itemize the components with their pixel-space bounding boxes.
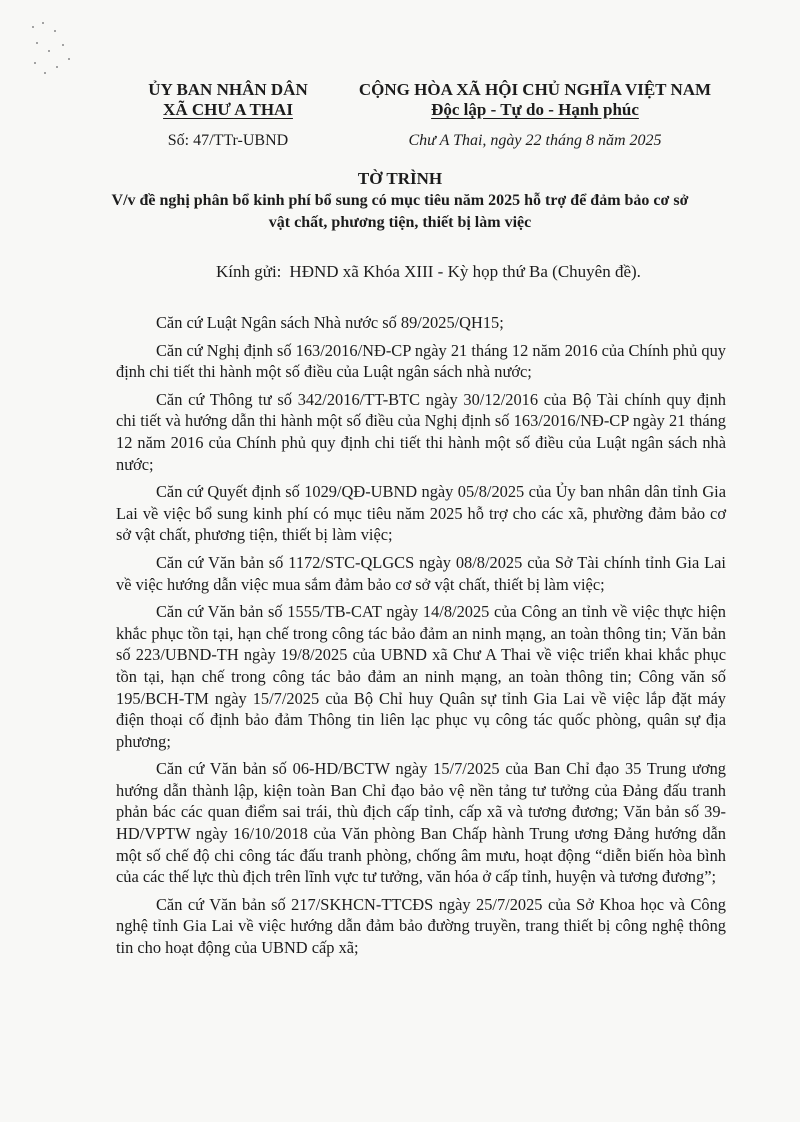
- addressee-label: Kính gửi:: [216, 262, 282, 281]
- motto: Độc lập - Tự do - Hạnh phúc: [431, 100, 639, 119]
- document-body: [116, 312, 726, 965]
- addressee-line: [216, 262, 641, 282]
- nation-title: CỘNG HÒA XÃ HỘI CHỦ NGHĨA VIỆT NAM: [358, 80, 712, 99]
- paragraph: Căn cứ Luật Ngân sách Nhà nước số 89/2025/QH15;: [156, 313, 504, 332]
- agency-line-1: ỦY BAN NHÂN DÂN: [148, 80, 308, 99]
- paragraph: Căn cứ Quyết định số 1029/QĐ-UBND ngày 05/8/2025 của Ủy ban nhân dân tỉnh Gia Lai về việc bổ sung kinh phí có mục tiêu năm 2025 hỗ trợ cho các xã, phường đảm bảo cơ sở vật chất, phương tiện, thiết bị làm việc;: [116, 482, 726, 545]
- paragraph: Căn cứ Thông tư số 342/2016/TT-BTC ngày 30/12/2016 của Bộ Tài chính quy định chi tiết và hướng dẫn thi hành một số điều của Nghị định số 163/2016/NĐ-CP ngày 21 tháng 12 năm 2016 của Chính phủ quy định chi tiết thi hành một số điều của Luật ngân sách nhà nước;: [116, 389, 726, 474]
- title-block: [80, 168, 720, 234]
- document-subject: V/v đề nghị phân bổ kinh phí bổ sung có mục tiêu năm 2025 hỗ trợ để đảm bảo cơ sở vật chất, phương tiện, thiết bị làm việc: [111, 192, 689, 231]
- paragraph: Căn cứ Nghị định số 163/2016/NĐ-CP ngày 21 tháng 12 năm 2016 của Chính phủ quy định chi tiết thi hành một số điều của Luật ngân sách nhà nước;: [116, 340, 726, 382]
- agency-line-2: XÃ CHƯ A THAI: [163, 100, 293, 119]
- paragraph: Căn cứ Văn bản số 1555/TB-CAT ngày 14/8/2025 của Công an tỉnh về việc thực hiện khắc phục tồn tại, hạn chế trong công tác bảo đảm an ninh mạng, an toàn thông tin; Văn bản số 223/UBND-TH ngày 19/8/2025 của UBND xã Chư A Thai về việc triển khai khắc phục tồn tại, hạn chế trong công tác bảo đảm an ninh mạng, an toàn thông tin; Công văn số 195/BCH-TM ngày 15/7/2025 của Bộ Chỉ huy Quân sự tỉnh Gia Lai về việc lắp đặt máy điện thoại cố định bảo đảm Thông tin liên lạc phục vụ công tác quốc phòng, quân sự địa phương;: [116, 602, 726, 751]
- paragraph: Căn cứ Văn bản số 1172/STC-QLGCS ngày 08/8/2025 của Sở Tài chính tỉnh Gia Lai về việc hướng dẫn việc mua sắm đảm bảo cơ sở vật chất, thiết bị làm việc;: [116, 552, 726, 594]
- paragraph: Căn cứ Văn bản số 217/SKHCN-TTCĐS ngày 25/7/2025 của Sở Khoa học và Công nghệ tỉnh Gia Lai về việc hướng dẫn đảm bảo đường truyền, trang thiết bị công nghệ thông tin cho hoạt động của UBND cấp xã;: [116, 894, 726, 958]
- national-header: [355, 80, 715, 150]
- agency-header: [118, 80, 338, 150]
- place-date: Chư A Thai, ngày 22 tháng 8 năm 2025: [408, 132, 662, 149]
- scan-noise: [28, 20, 78, 80]
- document-number: Số: 47/TTr-UBND: [167, 132, 289, 149]
- paragraph: Căn cứ Văn bản số 06-HD/BCTW ngày 15/7/2025 của Ban Chỉ đạo 35 Trung ương hướng dẫn thành lập, kiện toàn Ban Chỉ đạo bảo vệ nền tảng tư tưởng của Đảng đấu tranh phản bác các quan điểm sai trái, thù địch cấp tỉnh, cấp xã và tương đương; Văn bản số 39-HD/VPTW ngày 16/10/2018 của Văn phòng Ban Chấp hành Trung ương Đảng hướng dẫn một số chế độ chi công tác đấu tranh phòng, chống âm mưu, hoạt động “diễn biến hòa bình của các thế lực thù địch trên lĩnh vực tư tưởng, văn hóa ở cấp tỉnh, huyện và tương đương”;: [116, 759, 726, 887]
- addressee-recipient: HĐND xã Khóa XIII - Kỳ họp thứ Ba (Chuyên đề).: [289, 262, 641, 281]
- document-title: TỜ TRÌNH: [357, 169, 443, 188]
